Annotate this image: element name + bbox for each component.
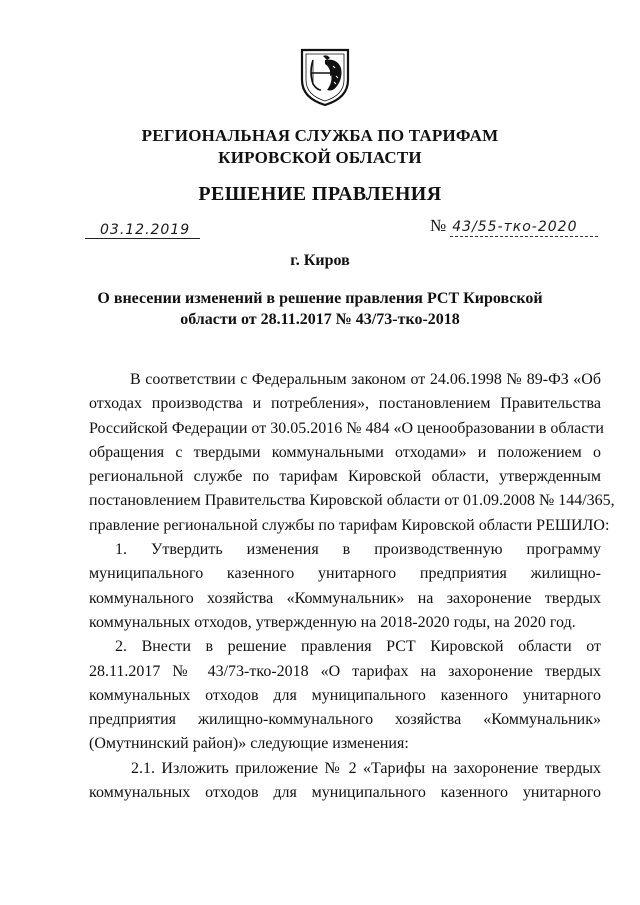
organization-name-line1: РЕГИОНАЛЬНАЯ СЛУЖБА ПО ТАРИФАМ <box>141 126 499 145</box>
body-text-line: 2.1. Изложить приложение № 2 «Тарифы на захоронение твердых <box>131 759 601 777</box>
subject-line1: О внесении изменений в решение правления РСТ Кировской <box>97 290 543 307</box>
body-text-line: правление региональной службы по тарифам Кировской области РЕШИЛО: <box>89 516 610 534</box>
number-sign: № <box>430 216 447 235</box>
handwritten-number: 43/55-тко-2020 <box>452 219 578 235</box>
document-title: РЕШЕНИЕ ПРАВЛЕНИЯ <box>198 183 442 205</box>
body-text-line: предприятия жилищно-коммунального хозяйства «Коммунальник» <box>89 711 601 729</box>
body-text-line: муниципального казенного унитарного предприятия жилищно- <box>89 565 601 583</box>
handwritten-date: 03.12.2019 <box>100 222 191 238</box>
body-text-line: 2. Внести в решение правления РСТ Кировской области от <box>115 638 601 656</box>
body-text-line: 1. Утвердить изменения в производственную программу <box>115 541 601 559</box>
body-text-line: обращения с твердыми коммунальными отходами» и положением о <box>89 443 601 461</box>
body-text-line: коммунальных отходов, утвержденную на 2018-2020 годы, на 2020 год. <box>89 613 576 631</box>
body-text-line: коммунальных отходов для муниципального казенного унитарного <box>89 784 601 802</box>
organization-name-line2: КИРОВСКОЙ ОБЛАСТИ <box>218 148 422 167</box>
body-text-line: В соответствии с Федеральным законом от 24.06.1998 № 89-ФЗ «Об <box>130 371 601 388</box>
document-number <box>430 216 578 236</box>
number-underline <box>450 236 598 237</box>
body-text-line: 28.11.2017 № 43/73-тко-2018 «О тарифах на захоронение твердых <box>89 662 601 680</box>
date-underline <box>85 238 200 239</box>
body-text-line: коммунального хозяйства «Коммунальник» на захоронение твердых <box>89 589 601 607</box>
body-text-line: коммунальных отходов для муниципального казенного унитарного <box>89 686 601 704</box>
subject-line2: области от 28.11.2017 № 43/73-тко-2018 <box>180 311 460 328</box>
body-text-line: региональной службе по тарифам Кировской области, утвержденным <box>89 468 601 486</box>
coat-of-arms-icon <box>299 46 351 108</box>
body-text-line: отходах производства и потребления», постановлением Правительства <box>89 395 601 413</box>
body-text-line: (Омутнинский район)» следующие изменения: <box>89 735 409 753</box>
city-name: г. Киров <box>290 252 350 269</box>
document-body <box>89 368 615 805</box>
body-text-line: Российской Федерации от 30.05.2016 № 484 «О ценообразовании в области <box>89 419 604 437</box>
body-text-line: постановлением Правительства Кировской области от 01.09.2008 № 144/365, <box>89 492 615 510</box>
